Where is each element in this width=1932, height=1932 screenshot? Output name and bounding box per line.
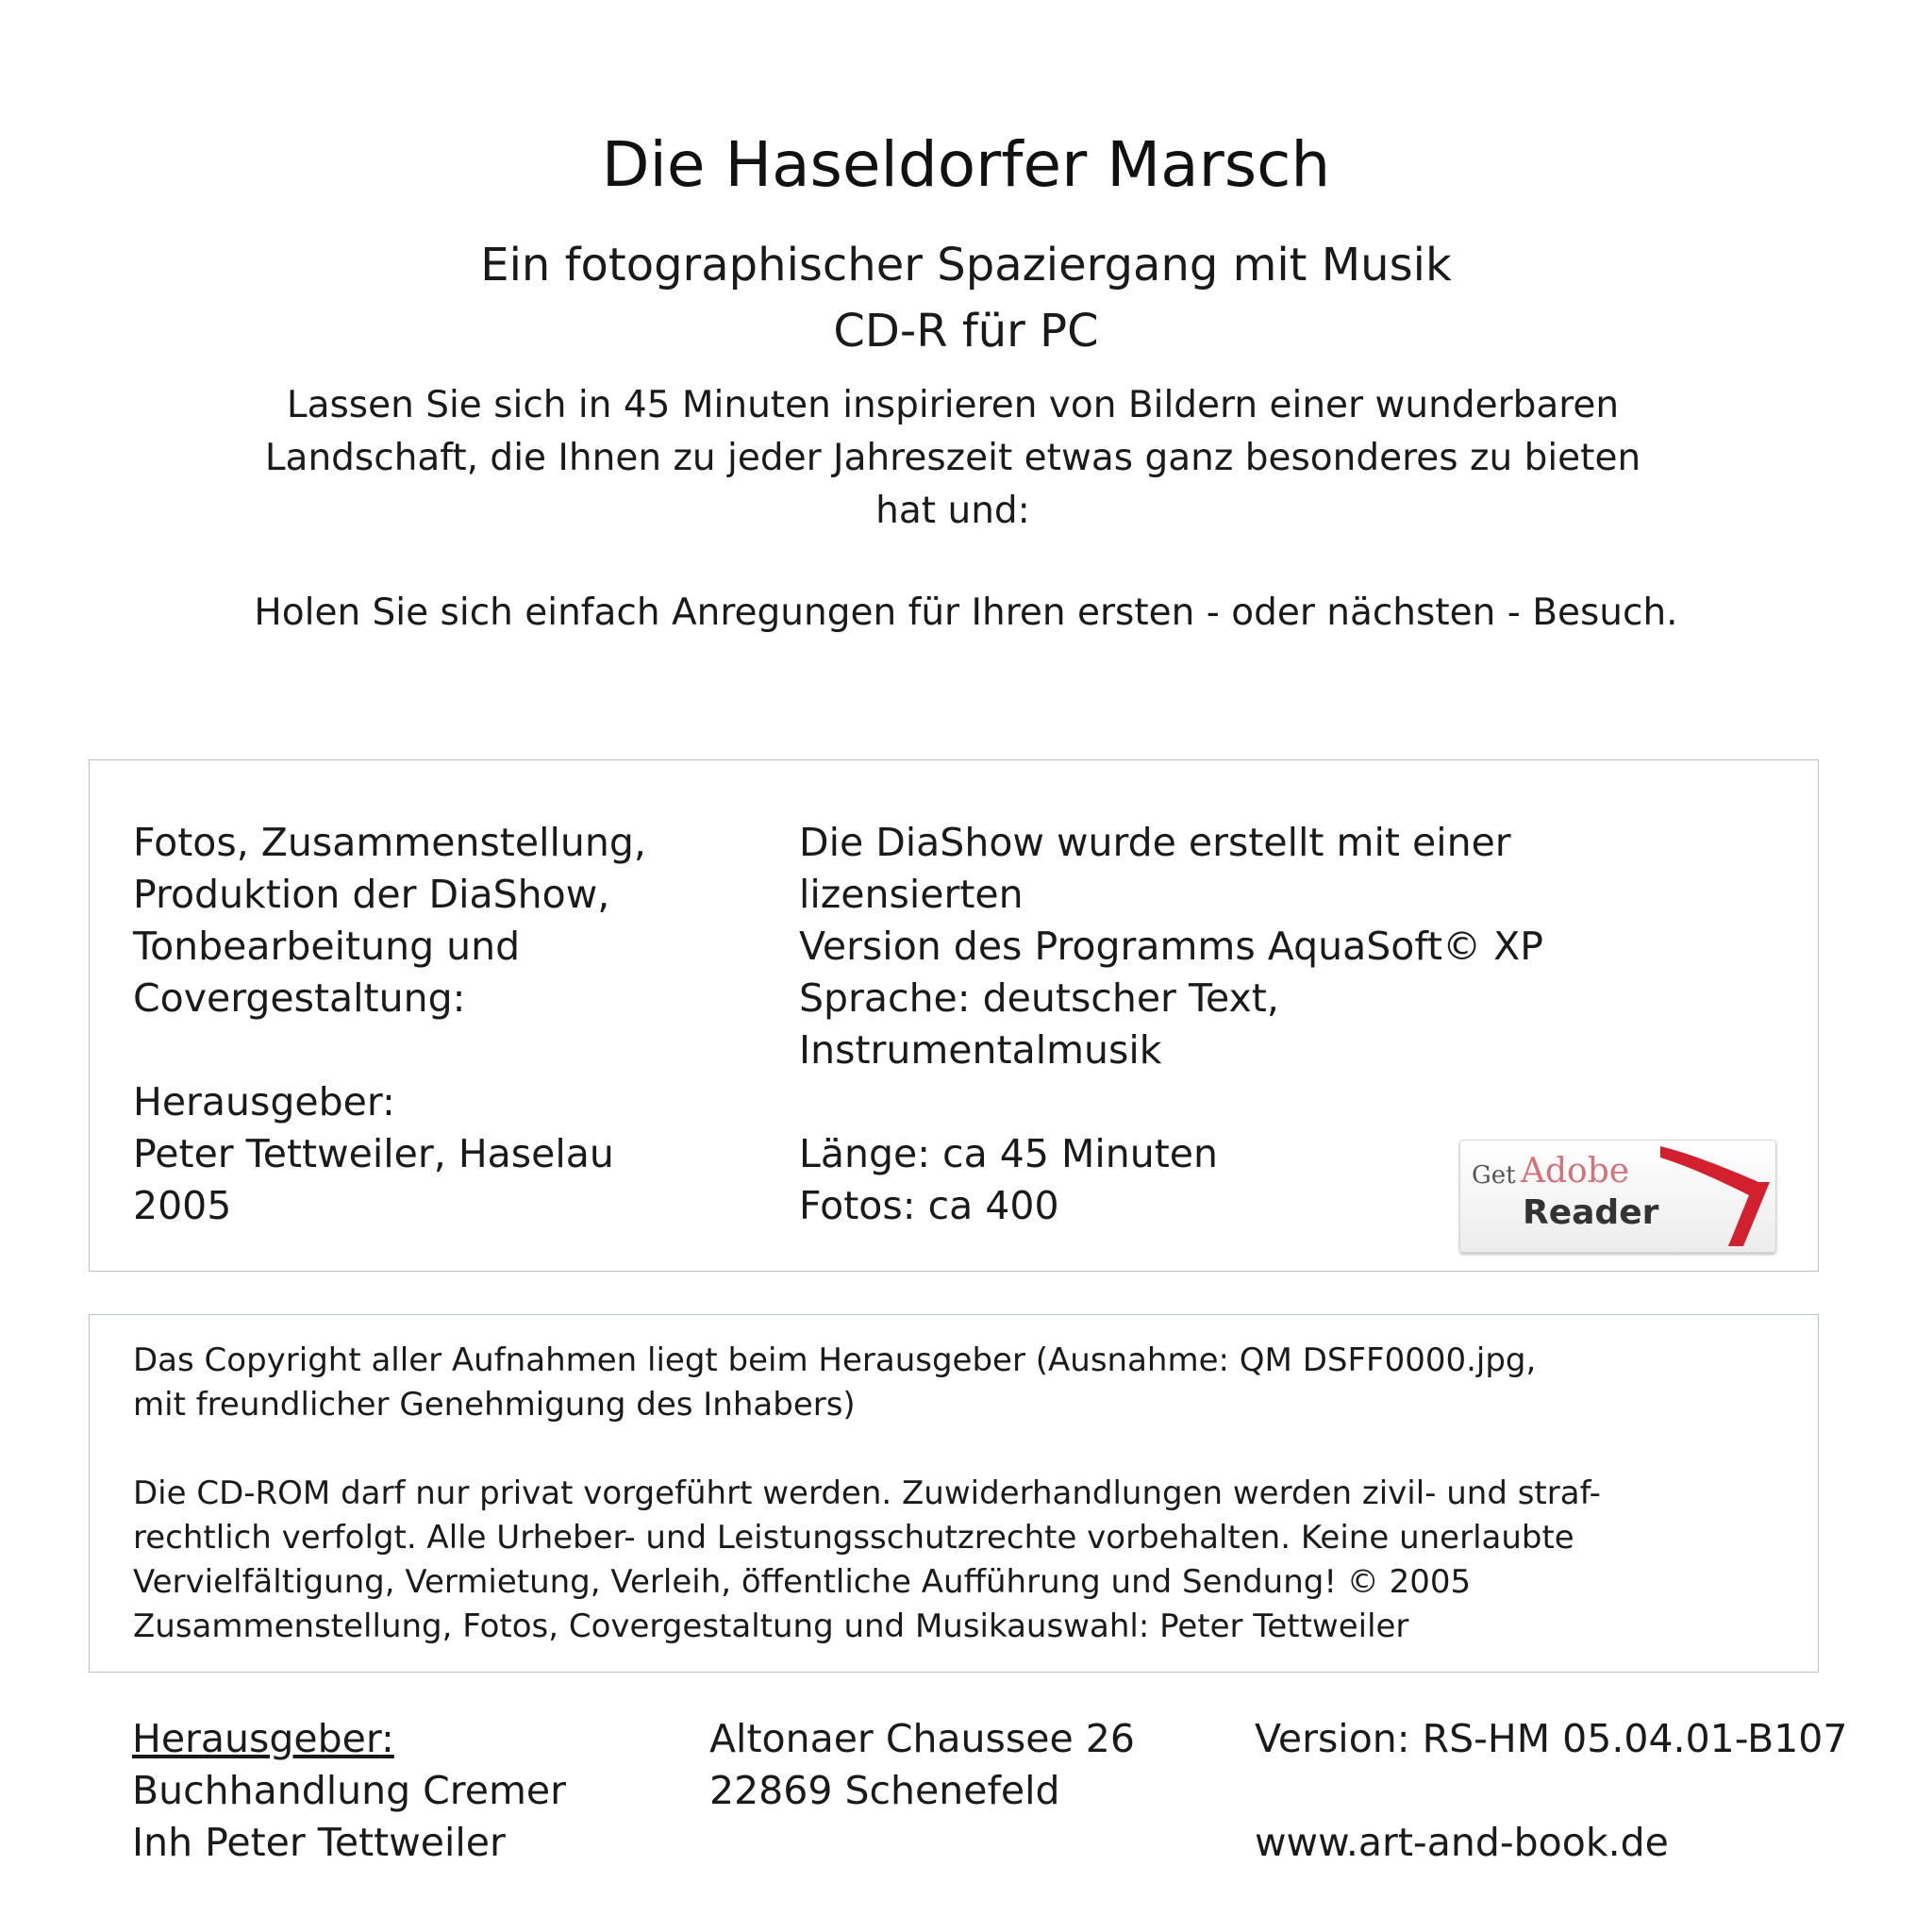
footer-publisher-name: Buchhandlung Cremer xyxy=(132,1768,567,1813)
publisher-text: Herausgeber: Peter Tettweiler, Haselau 2005 xyxy=(133,1079,614,1228)
footer-version: Version: RS-HM 05.04.01-B107 xyxy=(1255,1716,1848,1761)
footer-city: 22869 Schenefeld xyxy=(709,1768,1060,1813)
adobe-get-label: Get xyxy=(1472,1161,1516,1190)
credits-text: Fotos, Zusammenstellung, Produktion der DiaShow, Tonbearbeitung und Covergestaltung: xyxy=(133,820,646,1021)
adobe-reader-badge[interactable] xyxy=(1459,1140,1776,1253)
footer-address xyxy=(709,1713,1135,1817)
adobe-swoosh-icon xyxy=(1653,1141,1775,1252)
software-text: Die DiaShow wurde erstellt mit einer lizensierten Version des Programms AquaSoft© XP xyxy=(799,820,1543,969)
footer-publisher-label: Herausgeber: xyxy=(132,1716,394,1761)
footer-publisher-owner: Inh Peter Tettweiler xyxy=(132,1820,506,1865)
footer-street: Altonaer Chaussee 26 xyxy=(709,1716,1135,1761)
intro-paragraph: Lassen Sie sich in 45 Minuten inspirieren von Bildern einer wunderbaren Landschaft, die Ihnen zu jeder Jahreszeit etwas ganz besonderes zu bieten hat und: xyxy=(264,384,1641,532)
tagline: Holen Sie sich einfach Anregungen für Ihren ersten - oder nächsten - Besuch. xyxy=(254,591,1678,634)
language-text: Sprache: deutscher Text, Instrumentalmusik xyxy=(799,975,1279,1073)
adobe-brand-label: Adobe xyxy=(1521,1152,1630,1191)
footer-publisher xyxy=(132,1713,566,1869)
length-text: Länge: ca 45 Minuten Fotos: ca 400 xyxy=(799,1131,1218,1228)
footer-website-link[interactable]: www.art-and-book.de xyxy=(1255,1820,1669,1865)
legal-box xyxy=(89,1314,1819,1673)
adobe-product-label: Reader xyxy=(1523,1193,1659,1232)
page-title: Die Haseldorfer Marsch xyxy=(601,128,1331,201)
usage-terms: Die CD-ROM darf nur privat vorgeführt werden. Zuwiderhandlungen werden zivil- und straf- rechtlich verfolgt. Alle Urheber- und Leistungsschutzrechte vorbehalten. Keine unerlaubte Vervielfältigung, Vermietung, Verleih, öffentliche Aufführung und Sendung! © 2005 Zusammenstellung, Fotos, Covergestaltung und Musikauswahl: Peter Tettweiler xyxy=(133,1474,1601,1645)
format-line: CD-R für PC xyxy=(833,305,1099,358)
subtitle: Ein fotographischer Spaziergang mit Musik xyxy=(480,239,1452,291)
info-box xyxy=(89,759,1819,1272)
copyright-notice: Das Copyright aller Aufnahmen liegt beim Herausgeber (Ausnahme: QM DSFF0000.jpg, mit freundlicher Genehmigung des Inhabers) xyxy=(133,1341,1537,1424)
